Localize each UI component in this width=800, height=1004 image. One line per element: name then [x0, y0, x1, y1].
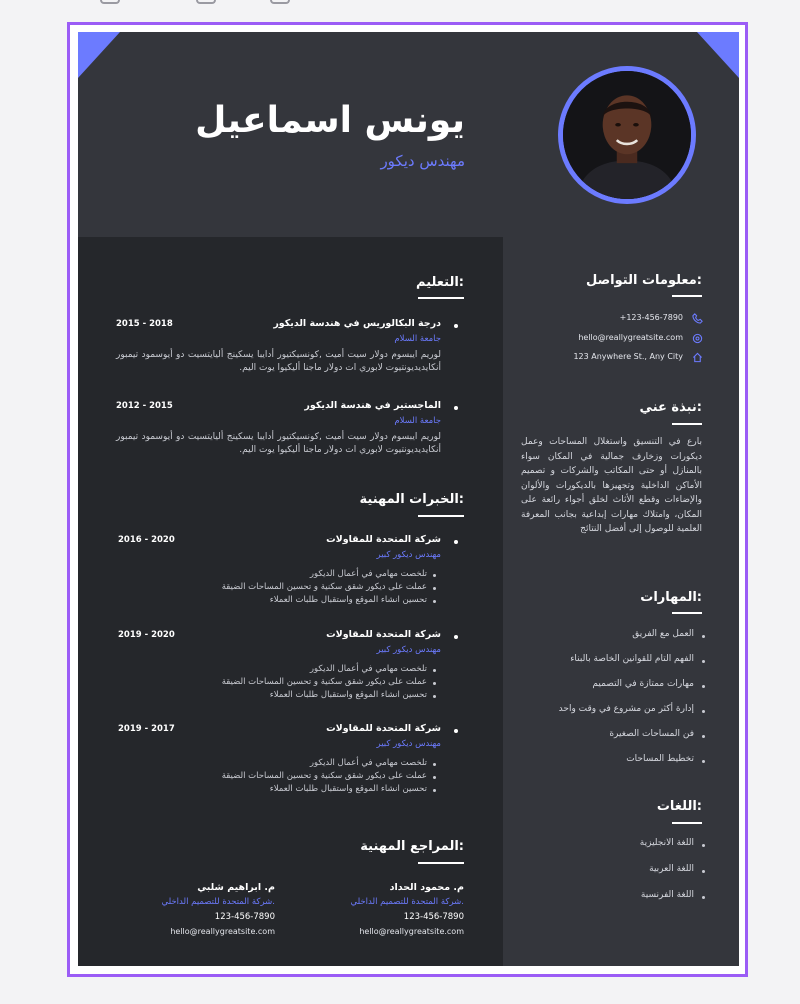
corner-decoration-left — [78, 32, 120, 78]
contact-rule — [672, 295, 702, 297]
experience-duty: تلخصت مهامي في أعمال الديكور — [309, 664, 427, 674]
language-item: اللغة الانجليزية — [639, 838, 694, 848]
experience-duty: تحسين انشاء الموقع واستقبال طلبات العملاء — [269, 690, 427, 700]
experience-duty: تلخصت مهامي في أعمال الديكور — [309, 569, 427, 579]
reference-email: hello@reallygreatsite.com — [359, 927, 464, 936]
skill-item: إدارة أكثر من مشروع في وقت واحد — [558, 704, 694, 714]
about-rule — [672, 423, 702, 425]
contact-title: معلومات التواصل: — [586, 273, 702, 288]
references-title: المراجع المهنية: — [360, 839, 464, 854]
languages-title: اللغات: — [656, 799, 702, 814]
reference-name: م. ابراهيم شلبي — [197, 882, 275, 893]
experience-company: شركة المتحدة للمقاولات — [326, 534, 441, 545]
reference-email: hello@reallygreatsite.com — [170, 927, 275, 936]
experience-duty: عملت على ديكور شقق سكنية و تحسين المساحات الضيقة — [221, 582, 427, 592]
skill-item: فن المساحات الصغيرة — [609, 729, 694, 739]
reference-phone: 123-456-7890 — [403, 912, 464, 922]
experience-position: مهندس ديكور كبير — [376, 645, 441, 655]
education-bullet — [454, 324, 458, 328]
list-bullet — [702, 660, 705, 663]
education-school: جامعة السلام — [394, 416, 441, 426]
reference-company: شركة المتحدة للتصميم الداخلي. — [350, 897, 464, 907]
education-description: لوريم ايبسوم دولار سيت أميت ,كونسيكتيور أدايبا يسكينج أليايتسيت دو أيوسمود تيمبور أنكايديديونتيوت لابوري ات دولار ماجنا أليكيوا يوت اليم. — [116, 432, 441, 455]
list-bullet — [433, 574, 436, 577]
about-title: نبذة عني: — [639, 400, 702, 415]
email-icon — [692, 333, 703, 344]
skills-title: المهارات: — [640, 590, 702, 605]
languages-rule — [672, 822, 702, 824]
toolbar-icon-middle[interactable] — [196, 0, 216, 4]
phone-icon — [692, 313, 703, 324]
experience-duty: تلخصت مهامي في أعمال الديكور — [309, 758, 427, 768]
language-item: اللغة الفرنسية — [640, 890, 694, 900]
education-description: لوريم ايبسوم دولار سيت أميت ,كونسيكتيور أدايبا يسكينج أليايتسيت دو أيوسمود تيمبور أنكايديديونتيوت لابوري ات دولار ماجنا أليكيوا يوت اليم. — [116, 350, 441, 373]
list-bullet — [702, 760, 705, 763]
resume-page — [78, 32, 739, 966]
list-bullet — [702, 710, 705, 713]
experience-duty: تحسين انشاء الموقع واستقبال طلبات العملاء — [269, 784, 427, 794]
portrait-image — [563, 71, 691, 199]
list-bullet — [702, 685, 705, 688]
experience-bullet — [454, 635, 458, 639]
education-title: التعليم: — [416, 275, 464, 290]
list-bullet — [433, 763, 436, 766]
education-bullet — [454, 406, 458, 410]
about-text: بارع في التنسيق واستغلال المساحات وعمل ديكورات وزخارف جمالية في المكان سواء بالمنازل أو حتى المكاتب والشركات و تصميم الأماكن الداخلية وتجهيزها بالديكورات والألوان والإضاءات وقطع الأثاث لخلق أجواء رائعة على المكان، وامتلاك مهارات إبداعية بجانب المعرفة العلمية للوصول إلى أفضل النتائج — [521, 437, 702, 534]
experience-title: الخبرات المهنية: — [359, 492, 464, 507]
education-dates: 2012 - 2015 — [116, 401, 173, 411]
education-rule — [418, 297, 464, 299]
education-school: جامعة السلام — [394, 334, 441, 344]
list-bullet — [702, 735, 705, 738]
toolbar-icon-left[interactable] — [100, 0, 120, 4]
corner-decoration-right — [697, 32, 739, 78]
list-bullet — [433, 682, 436, 685]
education-degree: درجة البكالوريس في هندسة الديكور — [273, 318, 441, 329]
skill-item: تخطيط المساحات — [626, 754, 694, 764]
experience-company: شركة المتحدة للمقاولات — [326, 629, 441, 640]
language-item: اللغة العربية — [649, 864, 694, 874]
list-bullet — [702, 896, 705, 899]
list-bullet — [433, 776, 436, 779]
list-bullet — [433, 789, 436, 792]
experience-duty: عملت على ديكور شقق سكنية و تحسين المساحات الضيقة — [221, 771, 427, 781]
experience-bullet — [454, 540, 458, 544]
contact-email: hello@reallygreatsite.com — [578, 333, 683, 342]
resume-name: يونس اسماعيل — [195, 100, 465, 141]
experience-duty: تحسين انشاء الموقع واستقبال طلبات العملاء — [269, 595, 427, 605]
resume-role: مهندس ديكور — [380, 152, 465, 170]
reference-name: م. محمود الحداد — [389, 882, 464, 893]
list-bullet — [702, 635, 705, 638]
skill-item: الفهم التام للقوانين الخاصة بالبناء — [570, 654, 694, 664]
list-bullet — [702, 870, 705, 873]
list-bullet — [433, 669, 436, 672]
education-degree: الماجستير في هندسة الديكور — [304, 400, 441, 411]
list-bullet — [702, 844, 705, 847]
references-rule — [418, 862, 464, 864]
contact-phone: +123-456-7890 — [619, 313, 683, 322]
profile-photo — [558, 66, 696, 204]
experience-position: مهندس ديكور كبير — [376, 739, 441, 749]
experience-company: شركة المتحدة للمقاولات — [326, 723, 441, 734]
experience-dates: 2019 - 2017 — [118, 724, 175, 734]
skill-item: العمل مع الفريق — [632, 629, 694, 639]
experience-dates: 2019 - 2020 — [118, 630, 175, 640]
skills-rule — [672, 612, 702, 614]
experience-duty: عملت على ديكور شقق سكنية و تحسين المساحات الضيقة — [221, 677, 427, 687]
list-bullet — [433, 600, 436, 603]
list-bullet — [433, 695, 436, 698]
skill-item: مهارات ممتازة في التصميم — [592, 679, 694, 689]
experience-position: مهندس ديكور كبير — [376, 550, 441, 560]
reference-company: شركة المتحدة للتصميم الداخلي. — [161, 897, 275, 907]
home-icon — [692, 352, 703, 363]
experience-bullet — [454, 729, 458, 733]
list-bullet — [433, 587, 436, 590]
main-column — [78, 237, 503, 966]
experience-rule — [418, 515, 464, 517]
reference-phone: 123-456-7890 — [214, 912, 275, 922]
contact-address: 123 Anywhere St., Any City — [573, 352, 683, 361]
education-dates: 2015 - 2018 — [116, 319, 173, 329]
toolbar-icon-right[interactable] — [270, 0, 290, 4]
experience-dates: 2016 - 2020 — [118, 535, 175, 545]
